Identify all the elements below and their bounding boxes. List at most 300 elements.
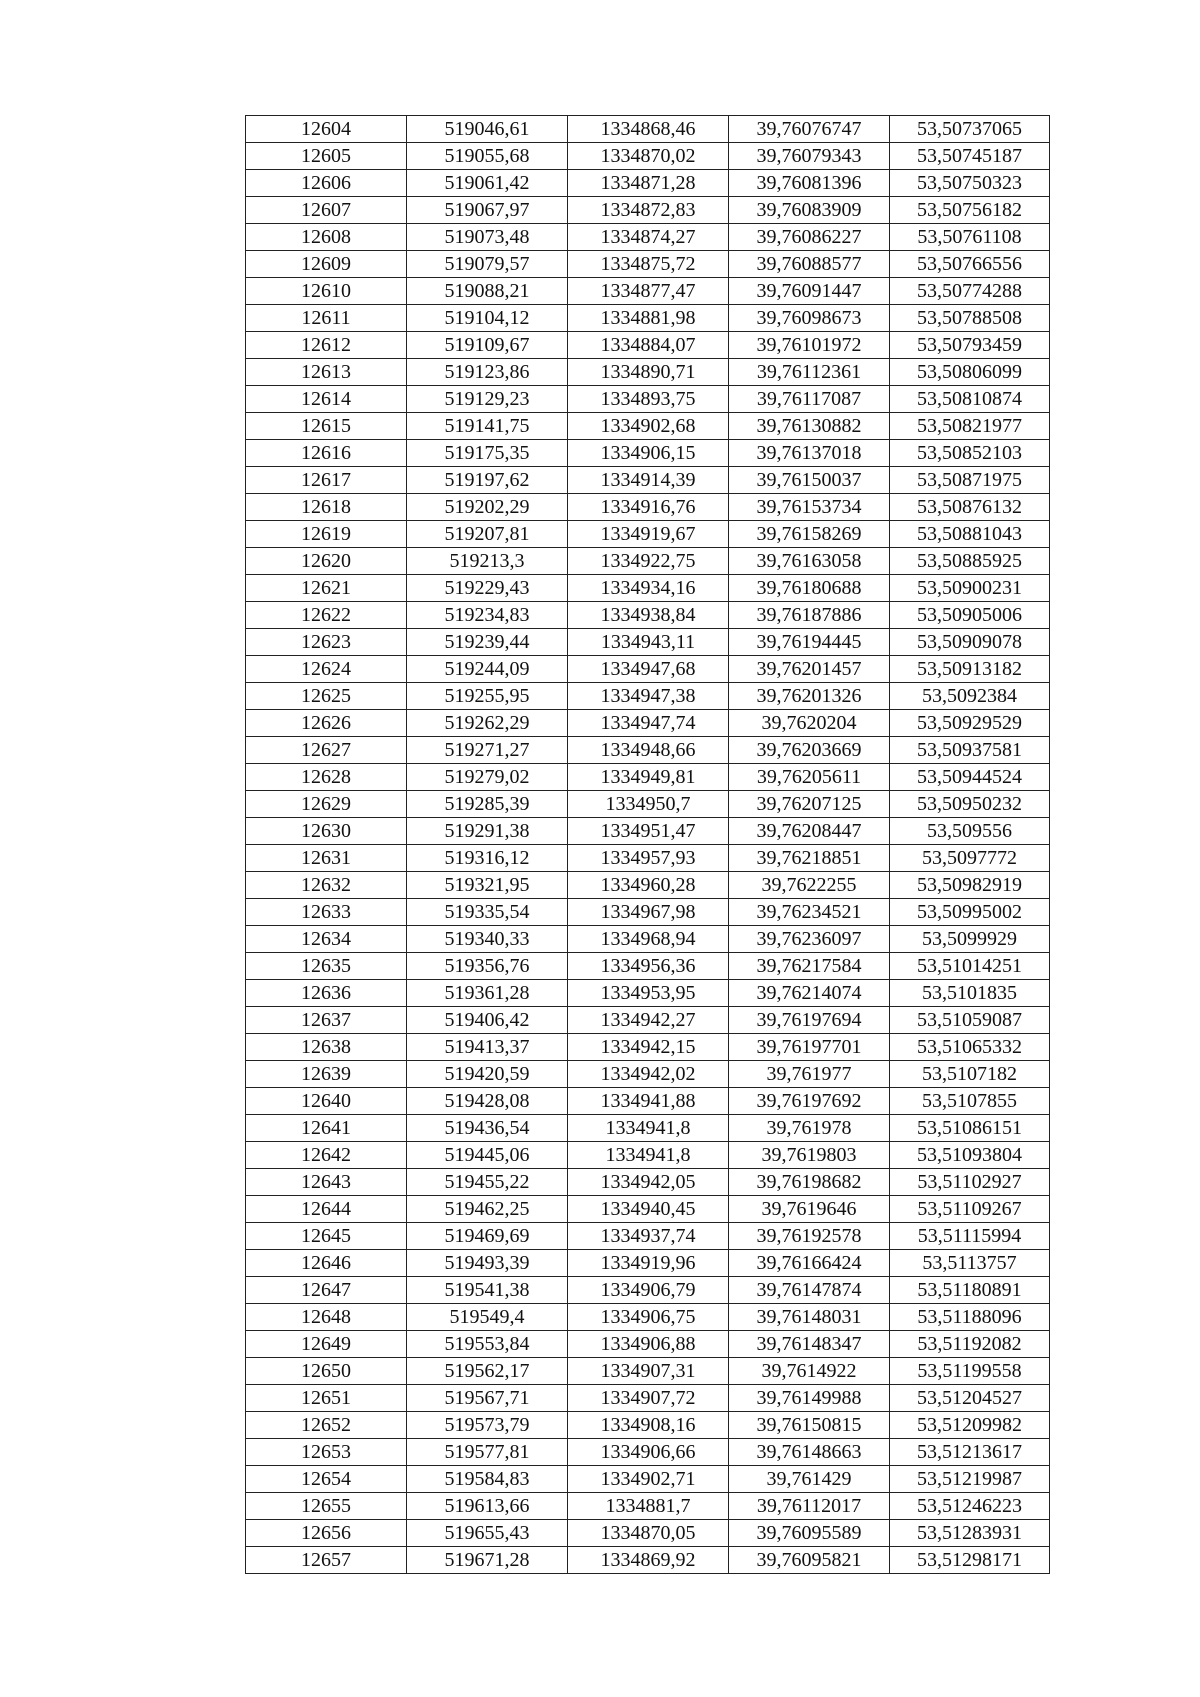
coordinates-table-body bbox=[246, 116, 1050, 1574]
table-row bbox=[246, 386, 1050, 413]
y-coordinate-cell: 1334956,36 bbox=[568, 953, 729, 980]
point-number-cell: 12640 bbox=[246, 1088, 407, 1115]
y-coordinate-cell: 1334948,66 bbox=[568, 737, 729, 764]
longitude-cell: 39,76187886 bbox=[729, 602, 890, 629]
longitude-cell: 39,76236097 bbox=[729, 926, 890, 953]
y-coordinate-cell: 1334941,88 bbox=[568, 1088, 729, 1115]
longitude-cell: 39,76218851 bbox=[729, 845, 890, 872]
table-row bbox=[246, 629, 1050, 656]
x-coordinate-cell: 519123,86 bbox=[407, 359, 568, 386]
latitude-cell: 53,5101835 bbox=[890, 980, 1050, 1007]
table-row bbox=[246, 953, 1050, 980]
y-coordinate-cell: 1334919,67 bbox=[568, 521, 729, 548]
x-coordinate-cell: 519285,39 bbox=[407, 791, 568, 818]
latitude-cell: 53,50810874 bbox=[890, 386, 1050, 413]
point-number-cell: 12642 bbox=[246, 1142, 407, 1169]
y-coordinate-cell: 1334953,95 bbox=[568, 980, 729, 1007]
table-row bbox=[246, 656, 1050, 683]
point-number-cell: 12651 bbox=[246, 1385, 407, 1412]
y-coordinate-cell: 1334968,94 bbox=[568, 926, 729, 953]
longitude-cell: 39,76117087 bbox=[729, 386, 890, 413]
point-number-cell: 12657 bbox=[246, 1547, 407, 1574]
y-coordinate-cell: 1334872,83 bbox=[568, 197, 729, 224]
y-coordinate-cell: 1334941,8 bbox=[568, 1115, 729, 1142]
x-coordinate-cell: 519406,42 bbox=[407, 1007, 568, 1034]
y-coordinate-cell: 1334871,28 bbox=[568, 170, 729, 197]
table-row bbox=[246, 305, 1050, 332]
table-row bbox=[246, 197, 1050, 224]
table-row bbox=[246, 1196, 1050, 1223]
longitude-cell: 39,76201326 bbox=[729, 683, 890, 710]
x-coordinate-cell: 519577,81 bbox=[407, 1439, 568, 1466]
latitude-cell: 53,5107855 bbox=[890, 1088, 1050, 1115]
y-coordinate-cell: 1334949,81 bbox=[568, 764, 729, 791]
x-coordinate-cell: 519420,59 bbox=[407, 1061, 568, 1088]
longitude-cell: 39,76101972 bbox=[729, 332, 890, 359]
point-number-cell: 12611 bbox=[246, 305, 407, 332]
x-coordinate-cell: 519244,09 bbox=[407, 656, 568, 683]
table-row bbox=[246, 575, 1050, 602]
longitude-cell: 39,76095821 bbox=[729, 1547, 890, 1574]
point-number-cell: 12639 bbox=[246, 1061, 407, 1088]
x-coordinate-cell: 519262,29 bbox=[407, 710, 568, 737]
y-coordinate-cell: 1334942,02 bbox=[568, 1061, 729, 1088]
x-coordinate-cell: 519271,27 bbox=[407, 737, 568, 764]
latitude-cell: 53,51109267 bbox=[890, 1196, 1050, 1223]
x-coordinate-cell: 519567,71 bbox=[407, 1385, 568, 1412]
point-number-cell: 12646 bbox=[246, 1250, 407, 1277]
table-row bbox=[246, 224, 1050, 251]
table-row bbox=[246, 1142, 1050, 1169]
y-coordinate-cell: 1334947,68 bbox=[568, 656, 729, 683]
latitude-cell: 53,5107182 bbox=[890, 1061, 1050, 1088]
x-coordinate-cell: 519573,79 bbox=[407, 1412, 568, 1439]
latitude-cell: 53,51180891 bbox=[890, 1277, 1050, 1304]
table-row bbox=[246, 791, 1050, 818]
table-row bbox=[246, 1358, 1050, 1385]
longitude-cell: 39,76112017 bbox=[729, 1493, 890, 1520]
y-coordinate-cell: 1334960,28 bbox=[568, 872, 729, 899]
longitude-cell: 39,76234521 bbox=[729, 899, 890, 926]
point-number-cell: 12631 bbox=[246, 845, 407, 872]
x-coordinate-cell: 519462,25 bbox=[407, 1196, 568, 1223]
x-coordinate-cell: 519493,39 bbox=[407, 1250, 568, 1277]
table-row bbox=[246, 683, 1050, 710]
y-coordinate-cell: 1334881,98 bbox=[568, 305, 729, 332]
table-row bbox=[246, 710, 1050, 737]
x-coordinate-cell: 519067,97 bbox=[407, 197, 568, 224]
latitude-cell: 53,50745187 bbox=[890, 143, 1050, 170]
table-row bbox=[246, 1169, 1050, 1196]
longitude-cell: 39,76194445 bbox=[729, 629, 890, 656]
y-coordinate-cell: 1334869,92 bbox=[568, 1547, 729, 1574]
y-coordinate-cell: 1334907,31 bbox=[568, 1358, 729, 1385]
longitude-cell: 39,761977 bbox=[729, 1061, 890, 1088]
table-row bbox=[246, 845, 1050, 872]
y-coordinate-cell: 1334951,47 bbox=[568, 818, 729, 845]
y-coordinate-cell: 1334947,74 bbox=[568, 710, 729, 737]
latitude-cell: 53,50774288 bbox=[890, 278, 1050, 305]
longitude-cell: 39,76217584 bbox=[729, 953, 890, 980]
y-coordinate-cell: 1334884,07 bbox=[568, 332, 729, 359]
y-coordinate-cell: 1334906,79 bbox=[568, 1277, 729, 1304]
longitude-cell: 39,76081396 bbox=[729, 170, 890, 197]
latitude-cell: 53,509556 bbox=[890, 818, 1050, 845]
x-coordinate-cell: 519088,21 bbox=[407, 278, 568, 305]
x-coordinate-cell: 519655,43 bbox=[407, 1520, 568, 1547]
y-coordinate-cell: 1334906,66 bbox=[568, 1439, 729, 1466]
longitude-cell: 39,76192578 bbox=[729, 1223, 890, 1250]
longitude-cell: 39,76147874 bbox=[729, 1277, 890, 1304]
latitude-cell: 53,50821977 bbox=[890, 413, 1050, 440]
x-coordinate-cell: 519109,67 bbox=[407, 332, 568, 359]
longitude-cell: 39,76148663 bbox=[729, 1439, 890, 1466]
y-coordinate-cell: 1334943,11 bbox=[568, 629, 729, 656]
x-coordinate-cell: 519584,83 bbox=[407, 1466, 568, 1493]
x-coordinate-cell: 519279,02 bbox=[407, 764, 568, 791]
y-coordinate-cell: 1334941,8 bbox=[568, 1142, 729, 1169]
latitude-cell: 53,50900231 bbox=[890, 575, 1050, 602]
longitude-cell: 39,76166424 bbox=[729, 1250, 890, 1277]
longitude-cell: 39,76208447 bbox=[729, 818, 890, 845]
coordinates-table bbox=[245, 115, 1050, 1574]
point-number-cell: 12632 bbox=[246, 872, 407, 899]
point-number-cell: 12633 bbox=[246, 899, 407, 926]
longitude-cell: 39,76088577 bbox=[729, 251, 890, 278]
point-number-cell: 12606 bbox=[246, 170, 407, 197]
point-number-cell: 12643 bbox=[246, 1169, 407, 1196]
latitude-cell: 53,50950232 bbox=[890, 791, 1050, 818]
y-coordinate-cell: 1334906,75 bbox=[568, 1304, 729, 1331]
table-row bbox=[246, 1034, 1050, 1061]
point-number-cell: 12641 bbox=[246, 1115, 407, 1142]
table-row bbox=[246, 440, 1050, 467]
latitude-cell: 53,5099929 bbox=[890, 926, 1050, 953]
y-coordinate-cell: 1334947,38 bbox=[568, 683, 729, 710]
y-coordinate-cell: 1334890,71 bbox=[568, 359, 729, 386]
table-row bbox=[246, 1520, 1050, 1547]
longitude-cell: 39,76112361 bbox=[729, 359, 890, 386]
table-row bbox=[246, 1088, 1050, 1115]
latitude-cell: 53,50913182 bbox=[890, 656, 1050, 683]
longitude-cell: 39,76153734 bbox=[729, 494, 890, 521]
y-coordinate-cell: 1334877,47 bbox=[568, 278, 729, 305]
table-row bbox=[246, 764, 1050, 791]
point-number-cell: 12625 bbox=[246, 683, 407, 710]
x-coordinate-cell: 519455,22 bbox=[407, 1169, 568, 1196]
longitude-cell: 39,761429 bbox=[729, 1466, 890, 1493]
point-number-cell: 12638 bbox=[246, 1034, 407, 1061]
y-coordinate-cell: 1334907,72 bbox=[568, 1385, 729, 1412]
y-coordinate-cell: 1334919,96 bbox=[568, 1250, 729, 1277]
point-number-cell: 12635 bbox=[246, 953, 407, 980]
point-number-cell: 12620 bbox=[246, 548, 407, 575]
latitude-cell: 53,51115994 bbox=[890, 1223, 1050, 1250]
point-number-cell: 12650 bbox=[246, 1358, 407, 1385]
table-row bbox=[246, 1277, 1050, 1304]
longitude-cell: 39,76091447 bbox=[729, 278, 890, 305]
table-row bbox=[246, 467, 1050, 494]
longitude-cell: 39,76158269 bbox=[729, 521, 890, 548]
x-coordinate-cell: 519613,66 bbox=[407, 1493, 568, 1520]
x-coordinate-cell: 519073,48 bbox=[407, 224, 568, 251]
x-coordinate-cell: 519562,17 bbox=[407, 1358, 568, 1385]
longitude-cell: 39,7619803 bbox=[729, 1142, 890, 1169]
latitude-cell: 53,51213617 bbox=[890, 1439, 1050, 1466]
y-coordinate-cell: 1334881,7 bbox=[568, 1493, 729, 1520]
x-coordinate-cell: 519291,38 bbox=[407, 818, 568, 845]
point-number-cell: 12654 bbox=[246, 1466, 407, 1493]
table-row bbox=[246, 413, 1050, 440]
point-number-cell: 12624 bbox=[246, 656, 407, 683]
point-number-cell: 12628 bbox=[246, 764, 407, 791]
point-number-cell: 12626 bbox=[246, 710, 407, 737]
latitude-cell: 53,50909078 bbox=[890, 629, 1050, 656]
longitude-cell: 39,76207125 bbox=[729, 791, 890, 818]
x-coordinate-cell: 519239,44 bbox=[407, 629, 568, 656]
y-coordinate-cell: 1334906,15 bbox=[568, 440, 729, 467]
longitude-cell: 39,76201457 bbox=[729, 656, 890, 683]
y-coordinate-cell: 1334934,16 bbox=[568, 575, 729, 602]
latitude-cell: 53,50876132 bbox=[890, 494, 1050, 521]
latitude-cell: 53,50766556 bbox=[890, 251, 1050, 278]
table-row bbox=[246, 116, 1050, 143]
longitude-cell: 39,76149988 bbox=[729, 1385, 890, 1412]
y-coordinate-cell: 1334914,39 bbox=[568, 467, 729, 494]
x-coordinate-cell: 519553,84 bbox=[407, 1331, 568, 1358]
longitude-cell: 39,7614922 bbox=[729, 1358, 890, 1385]
point-number-cell: 12604 bbox=[246, 116, 407, 143]
latitude-cell: 53,50852103 bbox=[890, 440, 1050, 467]
longitude-cell: 39,76163058 bbox=[729, 548, 890, 575]
latitude-cell: 53,51192082 bbox=[890, 1331, 1050, 1358]
longitude-cell: 39,76205611 bbox=[729, 764, 890, 791]
longitude-cell: 39,76148347 bbox=[729, 1331, 890, 1358]
x-coordinate-cell: 519361,28 bbox=[407, 980, 568, 1007]
latitude-cell: 53,50871975 bbox=[890, 467, 1050, 494]
point-number-cell: 12607 bbox=[246, 197, 407, 224]
latitude-cell: 53,50885925 bbox=[890, 548, 1050, 575]
table-row bbox=[246, 521, 1050, 548]
table-row bbox=[246, 1493, 1050, 1520]
y-coordinate-cell: 1334870,02 bbox=[568, 143, 729, 170]
y-coordinate-cell: 1334940,45 bbox=[568, 1196, 729, 1223]
table-row bbox=[246, 899, 1050, 926]
point-number-cell: 12605 bbox=[246, 143, 407, 170]
point-number-cell: 12629 bbox=[246, 791, 407, 818]
table-row bbox=[246, 1439, 1050, 1466]
y-coordinate-cell: 1334906,88 bbox=[568, 1331, 729, 1358]
table-row bbox=[246, 602, 1050, 629]
x-coordinate-cell: 519104,12 bbox=[407, 305, 568, 332]
point-number-cell: 12647 bbox=[246, 1277, 407, 1304]
point-number-cell: 12617 bbox=[246, 467, 407, 494]
longitude-cell: 39,761978 bbox=[729, 1115, 890, 1142]
longitude-cell: 39,76198682 bbox=[729, 1169, 890, 1196]
longitude-cell: 39,76150037 bbox=[729, 467, 890, 494]
latitude-cell: 53,50944524 bbox=[890, 764, 1050, 791]
point-number-cell: 12610 bbox=[246, 278, 407, 305]
longitude-cell: 39,7619646 bbox=[729, 1196, 890, 1223]
x-coordinate-cell: 519321,95 bbox=[407, 872, 568, 899]
table-row bbox=[246, 1385, 1050, 1412]
y-coordinate-cell: 1334950,7 bbox=[568, 791, 729, 818]
point-number-cell: 12644 bbox=[246, 1196, 407, 1223]
longitude-cell: 39,76098673 bbox=[729, 305, 890, 332]
x-coordinate-cell: 519445,06 bbox=[407, 1142, 568, 1169]
y-coordinate-cell: 1334893,75 bbox=[568, 386, 729, 413]
y-coordinate-cell: 1334916,76 bbox=[568, 494, 729, 521]
x-coordinate-cell: 519234,83 bbox=[407, 602, 568, 629]
longitude-cell: 39,76086227 bbox=[729, 224, 890, 251]
table-row bbox=[246, 1007, 1050, 1034]
y-coordinate-cell: 1334937,74 bbox=[568, 1223, 729, 1250]
point-number-cell: 12615 bbox=[246, 413, 407, 440]
y-coordinate-cell: 1334902,68 bbox=[568, 413, 729, 440]
latitude-cell: 53,51199558 bbox=[890, 1358, 1050, 1385]
point-number-cell: 12613 bbox=[246, 359, 407, 386]
point-number-cell: 12621 bbox=[246, 575, 407, 602]
y-coordinate-cell: 1334942,15 bbox=[568, 1034, 729, 1061]
y-coordinate-cell: 1334942,05 bbox=[568, 1169, 729, 1196]
x-coordinate-cell: 519202,29 bbox=[407, 494, 568, 521]
latitude-cell: 53,50929529 bbox=[890, 710, 1050, 737]
longitude-cell: 39,76148031 bbox=[729, 1304, 890, 1331]
latitude-cell: 53,50995002 bbox=[890, 899, 1050, 926]
latitude-cell: 53,51204527 bbox=[890, 1385, 1050, 1412]
point-number-cell: 12618 bbox=[246, 494, 407, 521]
latitude-cell: 53,50982919 bbox=[890, 872, 1050, 899]
table-row bbox=[246, 818, 1050, 845]
point-number-cell: 12656 bbox=[246, 1520, 407, 1547]
latitude-cell: 53,51093804 bbox=[890, 1142, 1050, 1169]
table-row bbox=[246, 494, 1050, 521]
x-coordinate-cell: 519079,57 bbox=[407, 251, 568, 278]
table-row bbox=[246, 926, 1050, 953]
latitude-cell: 53,51086151 bbox=[890, 1115, 1050, 1142]
latitude-cell: 53,50881043 bbox=[890, 521, 1050, 548]
x-coordinate-cell: 519255,95 bbox=[407, 683, 568, 710]
table-row bbox=[246, 980, 1050, 1007]
latitude-cell: 53,51283931 bbox=[890, 1520, 1050, 1547]
latitude-cell: 53,50788508 bbox=[890, 305, 1050, 332]
table-row bbox=[246, 170, 1050, 197]
longitude-cell: 39,76197694 bbox=[729, 1007, 890, 1034]
latitude-cell: 53,50937581 bbox=[890, 737, 1050, 764]
x-coordinate-cell: 519207,81 bbox=[407, 521, 568, 548]
longitude-cell: 39,76150815 bbox=[729, 1412, 890, 1439]
latitude-cell: 53,50806099 bbox=[890, 359, 1050, 386]
x-coordinate-cell: 519213,3 bbox=[407, 548, 568, 575]
table-row bbox=[246, 1115, 1050, 1142]
point-number-cell: 12609 bbox=[246, 251, 407, 278]
x-coordinate-cell: 519055,68 bbox=[407, 143, 568, 170]
y-coordinate-cell: 1334868,46 bbox=[568, 116, 729, 143]
point-number-cell: 12608 bbox=[246, 224, 407, 251]
longitude-cell: 39,76180688 bbox=[729, 575, 890, 602]
x-coordinate-cell: 519129,23 bbox=[407, 386, 568, 413]
point-number-cell: 12622 bbox=[246, 602, 407, 629]
longitude-cell: 39,76083909 bbox=[729, 197, 890, 224]
latitude-cell: 53,51014251 bbox=[890, 953, 1050, 980]
longitude-cell: 39,76137018 bbox=[729, 440, 890, 467]
latitude-cell: 53,50905006 bbox=[890, 602, 1050, 629]
y-coordinate-cell: 1334922,75 bbox=[568, 548, 729, 575]
x-coordinate-cell: 519549,4 bbox=[407, 1304, 568, 1331]
latitude-cell: 53,51246223 bbox=[890, 1493, 1050, 1520]
latitude-cell: 53,5097772 bbox=[890, 845, 1050, 872]
latitude-cell: 53,51298171 bbox=[890, 1547, 1050, 1574]
latitude-cell: 53,50756182 bbox=[890, 197, 1050, 224]
x-coordinate-cell: 519175,35 bbox=[407, 440, 568, 467]
point-number-cell: 12612 bbox=[246, 332, 407, 359]
x-coordinate-cell: 519229,43 bbox=[407, 575, 568, 602]
point-number-cell: 12653 bbox=[246, 1439, 407, 1466]
latitude-cell: 53,51059087 bbox=[890, 1007, 1050, 1034]
longitude-cell: 39,7622255 bbox=[729, 872, 890, 899]
table-row bbox=[246, 251, 1050, 278]
latitude-cell: 53,50750323 bbox=[890, 170, 1050, 197]
table-row bbox=[246, 1412, 1050, 1439]
table-row bbox=[246, 1304, 1050, 1331]
latitude-cell: 53,51209982 bbox=[890, 1412, 1050, 1439]
table-row bbox=[246, 548, 1050, 575]
point-number-cell: 12634 bbox=[246, 926, 407, 953]
point-number-cell: 12652 bbox=[246, 1412, 407, 1439]
longitude-cell: 39,76214074 bbox=[729, 980, 890, 1007]
x-coordinate-cell: 519141,75 bbox=[407, 413, 568, 440]
point-number-cell: 12649 bbox=[246, 1331, 407, 1358]
latitude-cell: 53,51219987 bbox=[890, 1466, 1050, 1493]
table-row bbox=[246, 332, 1050, 359]
table-row bbox=[246, 1466, 1050, 1493]
y-coordinate-cell: 1334938,84 bbox=[568, 602, 729, 629]
x-coordinate-cell: 519061,42 bbox=[407, 170, 568, 197]
x-coordinate-cell: 519046,61 bbox=[407, 116, 568, 143]
x-coordinate-cell: 519469,69 bbox=[407, 1223, 568, 1250]
x-coordinate-cell: 519413,37 bbox=[407, 1034, 568, 1061]
latitude-cell: 53,50737065 bbox=[890, 116, 1050, 143]
longitude-cell: 39,76076747 bbox=[729, 116, 890, 143]
x-coordinate-cell: 519356,76 bbox=[407, 953, 568, 980]
latitude-cell: 53,50761108 bbox=[890, 224, 1050, 251]
x-coordinate-cell: 519335,54 bbox=[407, 899, 568, 926]
point-number-cell: 12614 bbox=[246, 386, 407, 413]
y-coordinate-cell: 1334870,05 bbox=[568, 1520, 729, 1547]
x-coordinate-cell: 519541,38 bbox=[407, 1277, 568, 1304]
table-row bbox=[246, 359, 1050, 386]
table-row bbox=[246, 278, 1050, 305]
point-number-cell: 12630 bbox=[246, 818, 407, 845]
latitude-cell: 53,50793459 bbox=[890, 332, 1050, 359]
latitude-cell: 53,5092384 bbox=[890, 683, 1050, 710]
longitude-cell: 39,76197692 bbox=[729, 1088, 890, 1115]
x-coordinate-cell: 519436,54 bbox=[407, 1115, 568, 1142]
point-number-cell: 12627 bbox=[246, 737, 407, 764]
table-row bbox=[246, 1331, 1050, 1358]
table-row bbox=[246, 1223, 1050, 1250]
longitude-cell: 39,76203669 bbox=[729, 737, 890, 764]
latitude-cell: 53,51065332 bbox=[890, 1034, 1050, 1061]
y-coordinate-cell: 1334957,93 bbox=[568, 845, 729, 872]
table-row bbox=[246, 737, 1050, 764]
y-coordinate-cell: 1334874,27 bbox=[568, 224, 729, 251]
x-coordinate-cell: 519316,12 bbox=[407, 845, 568, 872]
latitude-cell: 53,51188096 bbox=[890, 1304, 1050, 1331]
point-number-cell: 12648 bbox=[246, 1304, 407, 1331]
table-row bbox=[246, 1061, 1050, 1088]
table-row bbox=[246, 1250, 1050, 1277]
